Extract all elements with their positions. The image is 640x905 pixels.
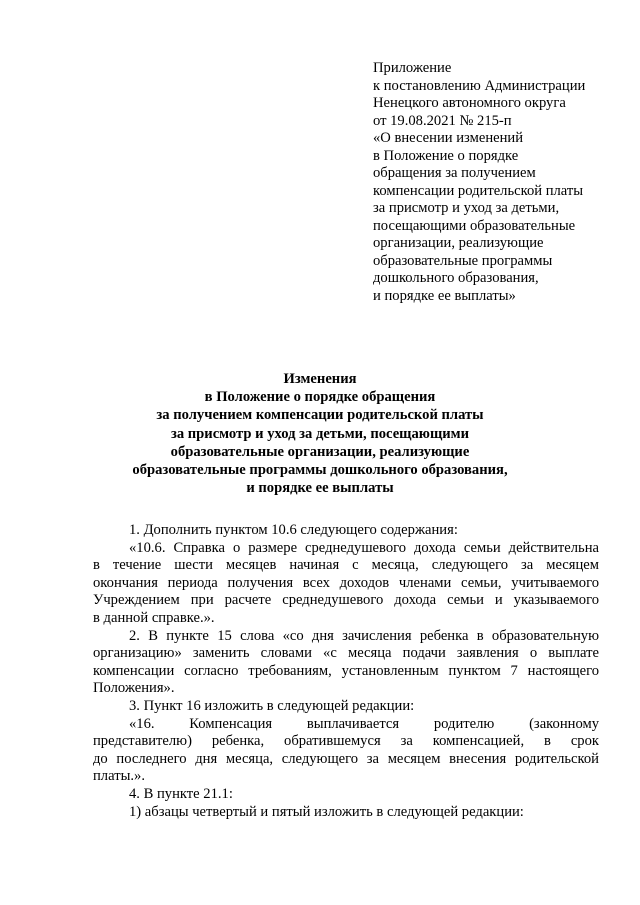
paragraph-line: 1) абзацы четвертый и пятый изложить в следующей редакции: xyxy=(129,803,524,820)
paragraph-line: Учреждением при расчете среднедушевого дохода семьи и указываемого xyxy=(93,592,599,609)
appendix-line: в Положение о порядке xyxy=(373,147,519,164)
appendix-line: Приложение xyxy=(373,60,452,76)
paragraph-line: «10.6. Справка о размере среднедушевого дохода семьи действительна xyxy=(129,539,599,556)
appendix-line: посещающими образовательные xyxy=(373,217,576,234)
paragraph-item-3-quote xyxy=(93,716,599,786)
paragraph-item-4-1 xyxy=(93,804,599,822)
paragraph-line: 4. В пункте 21.1: xyxy=(129,785,233,802)
paragraph-line: компенсации согласно требованиям, установленным пунктом 7 настоящего xyxy=(93,662,599,679)
paragraph-line: 2. В пункте 15 слова «со дня зачисления ребенка в образовательную xyxy=(129,627,599,644)
appendix-line: «О внесении изменений xyxy=(373,130,524,146)
appendix-line: и порядке ее выплаты» xyxy=(373,287,516,304)
paragraph-line: в течение шести месяцев начиная с месяца, следующего за месяцем xyxy=(93,557,599,574)
paragraph-item-3 xyxy=(93,698,599,716)
paragraph-item-1-quote xyxy=(93,540,599,628)
paragraph-line: до последнего дня месяца, следующего за месяцем внесения родительской xyxy=(93,750,599,767)
paragraph-line: окончания периода получения всех доходов членами семьи, учитываемого xyxy=(93,574,599,591)
paragraph-line: «16. Компенсация выплачивается родителю (законному xyxy=(129,715,599,732)
appendix-line: к постановлению Администрации xyxy=(373,77,586,94)
title-line: за присмотр и уход за детьми, посещающими xyxy=(170,425,470,442)
appendix-line: дошкольного образования, xyxy=(373,270,539,286)
title-line: образовательные программы дошкольного образования, xyxy=(132,462,508,479)
document-body xyxy=(93,522,599,821)
appendix-line: за присмотр и уход за детьми, xyxy=(373,200,560,216)
paragraph-line: платы.». xyxy=(93,768,145,785)
title-line: в Положение о порядке обращения xyxy=(204,389,436,406)
appendix-line: организации, реализующие xyxy=(373,235,544,251)
paragraph-line: 1. Дополнить пунктом 10.6 следующего содержания: xyxy=(129,522,458,538)
title-line: за получением компенсации родительской платы xyxy=(156,407,484,424)
paragraph-item-4 xyxy=(93,786,599,804)
paragraph-item-2 xyxy=(93,628,599,698)
title-line: Изменения xyxy=(283,371,357,387)
appendix-line: от 19.08.2021 № 215-п xyxy=(373,112,512,129)
document-title xyxy=(120,370,520,497)
paragraph-line: в данной справке.». xyxy=(93,609,215,626)
title-line: образовательные организации, реализующие xyxy=(170,443,470,460)
title-line: и порядке ее выплаты xyxy=(246,480,394,497)
paragraph-line: Положения». xyxy=(93,680,175,697)
appendix-header xyxy=(373,60,623,305)
appendix-line: образовательные программы xyxy=(373,252,553,269)
paragraph-line: организацию» заменить словами «с месяца подачи заявления о выплате xyxy=(93,645,599,662)
paragraph-item-1 xyxy=(93,522,599,540)
appendix-line: Ненецкого автономного округа xyxy=(373,95,566,111)
paragraph-line: 3. Пункт 16 изложить в следующей редакции: xyxy=(129,697,415,714)
paragraph-line: представителю) ребенка, обратившемуся за компенсацией, в срок xyxy=(93,733,599,750)
appendix-line: компенсации родительской платы xyxy=(373,182,584,199)
appendix-line: обращения за получением xyxy=(373,165,536,181)
